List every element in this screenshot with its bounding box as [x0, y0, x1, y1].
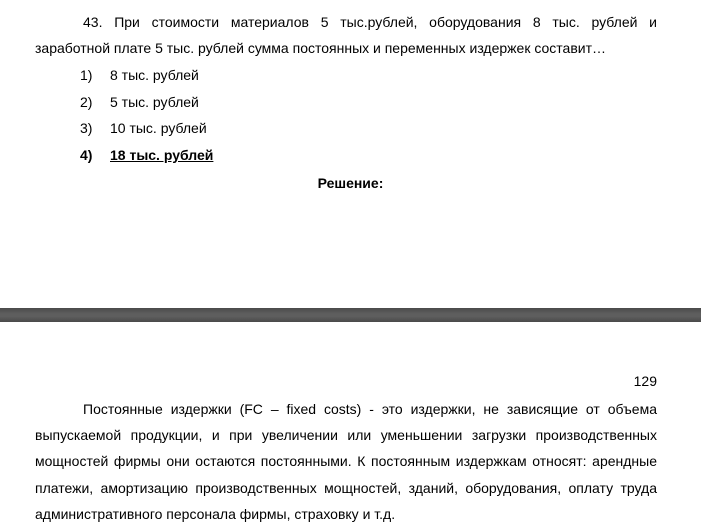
option-number: 2) — [80, 93, 93, 110]
question-text: 43. При стоимости материалов 5 тыс.рублей, оборудования 8 тыс. рублей и заработной плате 5 тыс. рублей сумма постоянных и переменных издержек составит… — [35, 14, 657, 56]
option-text: 18 тыс. рублей — [110, 147, 214, 164]
answer-option-2 — [80, 89, 213, 116]
option-number: 3) — [80, 120, 93, 137]
option-number: 1) — [80, 67, 93, 83]
answer-option-4-correct — [80, 142, 213, 169]
answer-options — [80, 62, 213, 169]
option-text: 8 тыс. рублей — [110, 67, 199, 83]
answer-option-1 — [80, 62, 213, 89]
solution-heading: Решение: — [317, 175, 384, 191]
page-number: 129 — [633, 373, 657, 389]
page-separator — [0, 308, 701, 322]
answer-option-3 — [80, 115, 213, 142]
option-text: 5 тыс. рублей — [110, 93, 199, 110]
option-number: 4) — [80, 147, 93, 164]
explanation-paragraph: Постоянные издержки (FC – fixed costs) - это издержки, не зависящие от объема выпускаемой продукции, и при увеличении или уменьшении загрузки производственных мощностей фирмы они остаются постоянными. К постоянным издержкам относят: арендные платежи, амортизацию производственных мощностей, зданий, оборудования, оплату труда административного персонала фирмы, страховку и т.д. — [35, 401, 657, 522]
option-text: 10 тыс. рублей — [110, 120, 207, 137]
